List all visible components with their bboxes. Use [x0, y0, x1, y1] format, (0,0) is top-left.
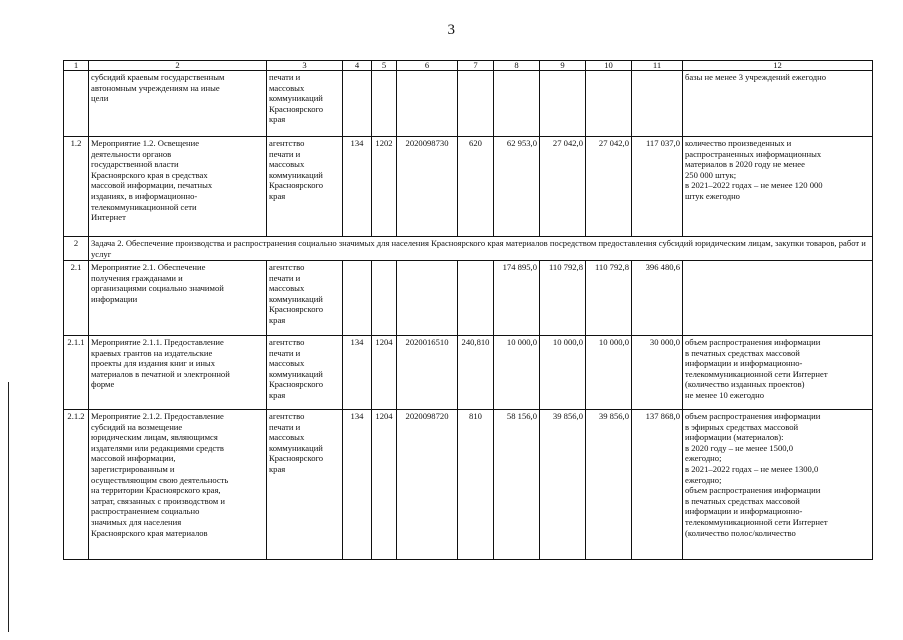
- program-table: [63, 60, 873, 560]
- cell-year-2022: 27 042,0: [586, 137, 632, 237]
- cell-result: [683, 261, 873, 336]
- column-header: 6: [397, 61, 458, 71]
- cell-executor: агентство печати и массовых коммуникаций Красноярского края: [267, 410, 343, 560]
- column-header: 1: [64, 61, 89, 71]
- cell-number: 2.1.2: [64, 410, 89, 560]
- cell-year-2020: 10 000,0: [494, 336, 540, 410]
- cell-executor: агентство печати и массовых коммуникаций Красноярского края: [267, 137, 343, 237]
- cell-vr: 810: [458, 410, 494, 560]
- table-row: [64, 410, 873, 560]
- cell-activity: Мероприятие 2.1.2. Предоставление субсидий на возмещение юридическим лицам, являющимся издателями или редакциями средств массовой информации, зарегистрированным и осуществляющим свою деятельность на территории Красноярского края, затрат, связанных с производством и распространением социально значимых для населения Красноярского края материалов: [89, 410, 267, 560]
- cell-csr: 2020098720: [397, 410, 458, 560]
- cell-total: 30 000,0: [632, 336, 683, 410]
- cell-activity: Мероприятие 2.1.1. Предоставление краевых грантов на издательские проекты для издания книг и иных материалов в печатной и электронной форме: [89, 336, 267, 410]
- cell-year-2021: [540, 71, 586, 137]
- cell-executor: агентство печати и массовых коммуникаций Красноярского края: [267, 261, 343, 336]
- cell-number: 2.1: [64, 261, 89, 336]
- column-header: 11: [632, 61, 683, 71]
- cell-total: 137 868,0: [632, 410, 683, 560]
- cell-number: [64, 71, 89, 137]
- cell-executor: печати и массовых коммуникаций Красноярского края: [267, 71, 343, 137]
- cell-year-2022: 110 792,8: [586, 261, 632, 336]
- cell-year-2020: [494, 71, 540, 137]
- column-header: 7: [458, 61, 494, 71]
- cell-csr: [397, 261, 458, 336]
- table-row: [64, 261, 873, 336]
- cell-rzpr: 1202: [372, 137, 397, 237]
- cell-vr: [458, 261, 494, 336]
- cell-year-2021: 39 856,0: [540, 410, 586, 560]
- cell-vr: 240,810: [458, 336, 494, 410]
- cell-year-2022: 39 856,0: [586, 410, 632, 560]
- cell-rzpr: [372, 71, 397, 137]
- task-text: Задача 2. Обеспечение производства и распространения социально значимых для населения Красноярского края материалов посредством предоставления субсидий юридическим лицам, закупки товаров, работ и услуг: [89, 237, 873, 261]
- cell-grbs: 134: [343, 336, 372, 410]
- column-header: 9: [540, 61, 586, 71]
- cell-grbs: 134: [343, 410, 372, 560]
- table-row: [64, 71, 873, 137]
- cell-year-2021: 10 000,0: [540, 336, 586, 410]
- cell-total: 396 480,6: [632, 261, 683, 336]
- cell-csr: 2020016510: [397, 336, 458, 410]
- table-row: [64, 137, 873, 237]
- cell-vr: 620: [458, 137, 494, 237]
- cell-year-2022: 10 000,0: [586, 336, 632, 410]
- cell-total: 117 037,0: [632, 137, 683, 237]
- cell-rzpr: 1204: [372, 410, 397, 560]
- cell-year-2021: 27 042,0: [540, 137, 586, 237]
- cell-csr: 2020098730: [397, 137, 458, 237]
- column-header: 8: [494, 61, 540, 71]
- cell-activity: субсидий краевым государственным автономным учреждениям на иные цели: [89, 71, 267, 137]
- column-header: 2: [89, 61, 267, 71]
- table-row: [64, 336, 873, 410]
- header-row: [64, 61, 873, 71]
- cell-vr: [458, 71, 494, 137]
- cell-grbs: [343, 261, 372, 336]
- column-header: 3: [267, 61, 343, 71]
- cell-csr: [397, 71, 458, 137]
- cell-activity: Мероприятие 1.2. Освещение деятельности органов государственной власти Красноярского края в средствах массовой информации, печатных изданиях, в информационно- телекоммуникационной сети Интернет: [89, 137, 267, 237]
- cell-activity: Мероприятие 2.1. Обеспечение получения гражданами и организациями социально значимой информации: [89, 261, 267, 336]
- cell-result: количество произведенных и распространенных информационных материалов в 2020 году не менее 250 000 штук; в 2021–2022 годах – не менее 120 000 штук ежегодно: [683, 137, 873, 237]
- cell-executor: агентство печати и массовых коммуникаций Красноярского края: [267, 336, 343, 410]
- cell-grbs: [343, 71, 372, 137]
- cell-year-2020: 62 953,0: [494, 137, 540, 237]
- cell-grbs: 134: [343, 137, 372, 237]
- cell-result: объем распространения информации в печатных средствах массовой информации и информационно- телекоммуникационной сети Интернет (количество изданных проектов) не менее 10 ежегодно: [683, 336, 873, 410]
- cell-number: 2: [64, 237, 89, 261]
- column-header: 5: [372, 61, 397, 71]
- cell-rzpr: 1204: [372, 336, 397, 410]
- cell-total: [632, 71, 683, 137]
- cell-year-2021: 110 792,8: [540, 261, 586, 336]
- column-header: 4: [343, 61, 372, 71]
- page-number: 3: [447, 22, 456, 38]
- margin-rule: [8, 382, 9, 632]
- cell-number: 1.2: [64, 137, 89, 237]
- cell-result: объем распространения информации в эфирных средствах массовой информации (материалов): в 2020 году – не менее 1500,0 ежегодно; в 2021–2022 годах – не менее 1300,0 ежегодно; объем распространения информации в печатных средствах массовой информации и информационно- телекоммуникационной сети Интернет (количество полос/количество: [683, 410, 873, 560]
- cell-result: базы не менее 3 учреждений ежегодно: [683, 71, 873, 137]
- cell-rzpr: [372, 261, 397, 336]
- cell-year-2020: 174 895,0: [494, 261, 540, 336]
- column-header: 10: [586, 61, 632, 71]
- cell-year-2022: [586, 71, 632, 137]
- task-row: [64, 237, 873, 261]
- cell-number: 2.1.1: [64, 336, 89, 410]
- column-header: 12: [683, 61, 873, 71]
- cell-year-2020: 58 156,0: [494, 410, 540, 560]
